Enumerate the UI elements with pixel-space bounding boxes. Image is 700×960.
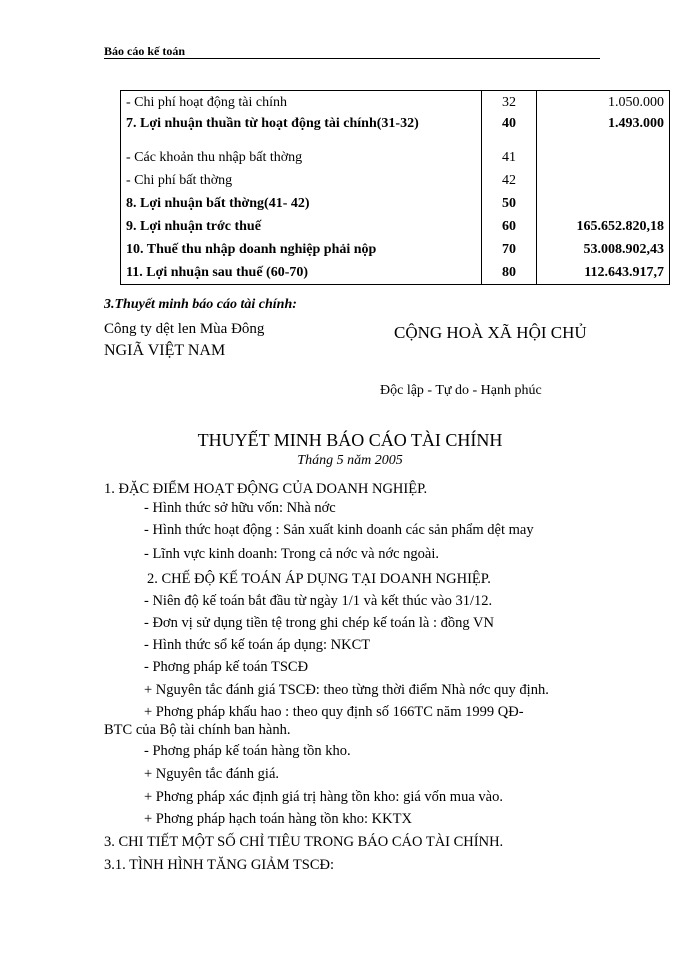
document-date: Tháng 5 năm 2005	[297, 453, 403, 468]
list-item: - Phơng pháp kế toán hàng tồn kho.	[144, 743, 351, 759]
list-item: + Phơng pháp khấu hao : theo quy định số 166TC năm 1999 QĐ-	[144, 704, 524, 720]
row-code: 42	[482, 169, 537, 192]
national-motto: Độc lập - Tự do - Hạnh phúc	[380, 383, 542, 398]
document-title: THUYẾT MINH BÁO CÁO TÀI CHÍNH	[197, 430, 503, 450]
income-statement-table	[120, 90, 670, 285]
row-amount	[537, 146, 670, 169]
list-item: - Lĩnh vực kinh doanh: Trong cả nớc và nớc ngoài.	[144, 546, 440, 562]
row-code: 32	[482, 91, 537, 115]
list-item: - Hình thức sổ kế toán áp dụng: NKCT	[144, 637, 371, 653]
row-amount	[537, 169, 670, 192]
table-row	[121, 261, 670, 285]
list-item: - Niên độ kế toán bắt đầu từ ngày 1/1 và kết thúc vào 31/12.	[144, 593, 493, 609]
row-label: - Chi phí bất thờng	[121, 169, 482, 192]
list-item: + Phơng pháp xác định giá trị hàng tồn kho: giá vốn mua vào.	[144, 789, 503, 805]
table-row	[121, 146, 670, 169]
row-code: 41	[482, 146, 537, 169]
row-code: 80	[482, 261, 537, 285]
table-row	[121, 91, 670, 115]
heading-fixed-assets: 3.1. TÌNH HÌNH TĂNG GIẢM TSCĐ:	[104, 857, 334, 873]
row-amount: 165.652.820,18	[537, 215, 670, 238]
row-label: 10. Thuế thu nhập doanh nghiệp phải nộp	[121, 238, 482, 261]
row-amount: 1.050.000	[537, 91, 670, 115]
row-code: 40	[482, 114, 537, 146]
table-row	[121, 169, 670, 192]
row-label: - Chi phí hoạt động tài chính	[121, 91, 482, 115]
heading-business-characteristics: 1. ĐẶC ĐIỂM HOẠT ĐỘNG CỦA DOANH NGHIỆP.	[104, 481, 428, 497]
row-amount: 112.643.917,7	[537, 261, 670, 285]
list-item: + Phơng pháp hạch toán hàng tồn kho: KKTX	[144, 811, 412, 827]
list-item: - Hình thức sở hữu vốn: Nhà nớc	[144, 500, 336, 516]
table-row	[121, 114, 670, 146]
row-code: 60	[482, 215, 537, 238]
row-amount: 53.008.902,43	[537, 238, 670, 261]
row-label: 11. Lợi nhuận sau thuế (60-70)	[121, 261, 482, 285]
list-item: - Hình thức hoạt động : Sản xuất kinh doanh các sản phẩm dệt may	[144, 522, 534, 538]
list-item-continued: BTC của Bộ tài chính ban hành.	[104, 722, 291, 738]
company-name: Công ty dệt len Mùa Đông	[104, 321, 265, 337]
table-row	[121, 192, 670, 215]
row-label: 7. Lợi nhuận thuần từ hoạt động tài chính(31-32)	[121, 114, 482, 146]
list-item: + Nguyên tắc đánh giá TSCĐ: theo từng thời điểm Nhà nớc quy định.	[144, 682, 549, 698]
report-header-title: Báo cáo kế toán	[104, 44, 185, 58]
heading-accounting-regime: 2. CHẾ ĐỘ KẾ TOÁN ÁP DỤNG TẠI DOANH NGHIỆP.	[147, 571, 491, 587]
row-code: 70	[482, 238, 537, 261]
row-code: 50	[482, 192, 537, 215]
row-label: 8. Lợi nhuận bất thờng(41- 42)	[121, 192, 482, 215]
list-item: - Phơng pháp kế toán TSCĐ	[144, 659, 309, 675]
row-amount	[537, 192, 670, 215]
national-title: CỘNG HOÀ XÃ HỘI CHỦ	[394, 323, 587, 342]
table-row	[121, 215, 670, 238]
row-label: 9. Lợi nhuận trớc thuế	[121, 215, 482, 238]
list-item: - Đơn vị sử dụng tiền tệ trong ghi chép kế toán là : đồng VN	[144, 615, 494, 631]
table-row	[121, 238, 670, 261]
row-label: - Các khoản thu nhập bất thờng	[121, 146, 482, 169]
heading-report-details: 3. CHI TIẾT MỘT SỐ CHỈ TIÊU TRONG BÁO CÁO TÀI CHÍNH.	[104, 834, 504, 850]
section-heading: 3.Thuyết minh báo cáo tài chính:	[104, 297, 297, 312]
company-name-continued: NGIÃ VIỆT NAM	[104, 342, 226, 359]
header-divider	[104, 58, 600, 59]
list-item: + Nguyên tắc đánh giá.	[144, 766, 280, 782]
row-amount: 1.493.000	[537, 114, 670, 146]
